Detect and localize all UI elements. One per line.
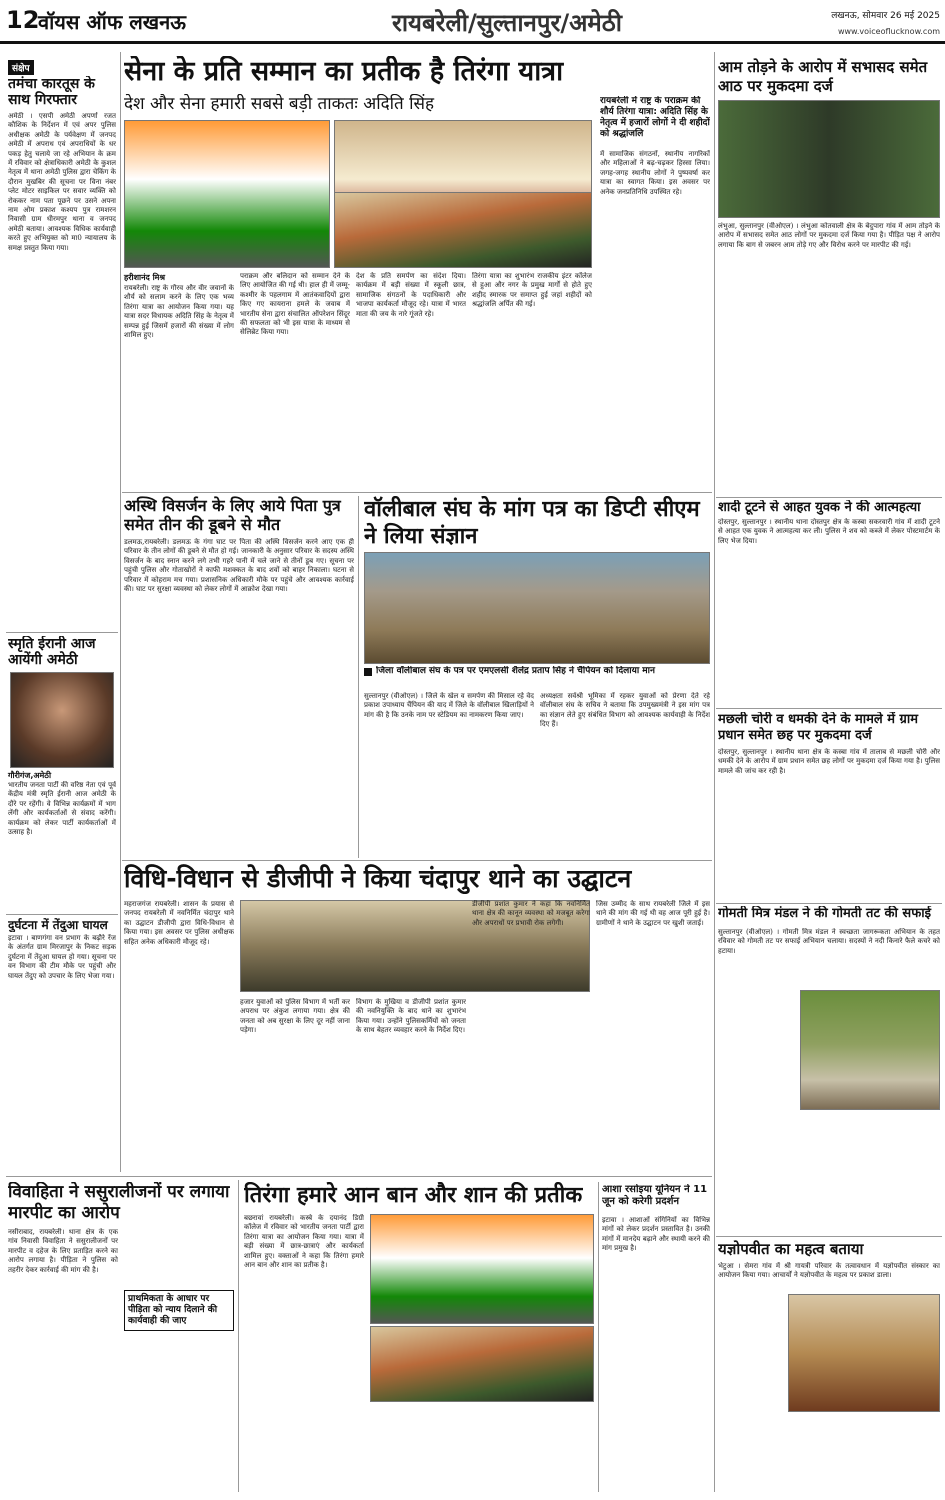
right5-body: भेटुआ । सेमरा गांव में श्री गायत्री परिवार के तत्वावधान में यज्ञोपवीत संस्कार का आयोजन किया गया। आचार्यों ने यज्ञोपवीत के महत्व पर प्रकाश डाला। <box>718 1262 940 1280</box>
tiranga-rally-photo <box>370 1214 594 1324</box>
main1-body-col5: में सामाजिक संगठनों, स्थानीय नागरिकों और महिलाओं ने बढ़-चढ़कर हिस्सा लिया। जगह-जगह स्थानीय लोगों ने पुष्पवर्षा कर यात्रा का स्वागत किया। इस अवसर पर अनेक जनप्रतिनिधि उपस्थित रहे। <box>600 150 710 196</box>
left4-body: नसीराबाद, रायबरेली। थाना क्षेत्र के एक गांव निवासी विवाहिता ने ससुरालीजनों पर मारपीट व दहेज के लिए प्रताड़ित करने का आरोप लगाया है। पीड़िता ने पुलिस को तहरीर देकर कार्रवाई की मांग की है। <box>8 1228 118 1274</box>
main1-body-col1: रायबरेली। राष्ट्र के गौरव और वीर जवानों के शौर्य को सलाम करने के लिए एक भव्य तिरंगा यात्रा का आयोजन किया गया। यह यात्रा सदर विधायक अदिति सिंह के नेतृत्व में सम्पन्न हुई जिसमें हजारों की संख्या में लोग शामिल हुए। <box>124 284 234 340</box>
main3-headline: वॉलीबाल संघ के मांग पत्र का डिप्टी सीएम ने लिया संज्ञान <box>364 497 700 549</box>
main3-body-col2: अध्यक्षता सर्वश्री भूमिका में रहकर युवाओं को प्रेरणा देते रहे वॉलीबाल संघ के सचिव ने बताया कि उपमुख्यमंत्री ने इस मांग पत्र का संज्ञान लेते हुए संबंधित विभाग को आवश्यक कार्यवाही के निर्देश दिए हैं। <box>540 692 710 729</box>
left3-headline: दुर्घटना में तेंदुआ घायल <box>8 918 108 932</box>
accused-men-photo <box>718 100 940 218</box>
right3-body: दोस्तपुर, सुल्तानपुर । स्थानीय थाना क्षेत्र के कस्बा गांव में तालाब से मछली चोरी और धमकी देने के आरोप में ग्राम प्रधान समेत छह लोगों पर मुकदमा दर्ज किया गया है। पुलिस मामले की जांच कर रही है। <box>718 748 940 775</box>
sankshep-label: संक्षेप <box>8 60 34 75</box>
main5-body: बछरावां रायबरेली। कस्बे के दयानंद डिग्री कॉलेज में रविवार को भारतीय जनता पार्टी द्वारा तिरंगा यात्रा का आयोजन किया गया। यात्रा में बड़ी संख्या में छात्र-छात्राएं और कार्यकर्ता शामिल हुए। वक्ताओं ने कहा कि तिरंगा हमारे आन बान और शान का प्रतीक है। <box>244 1214 364 1270</box>
volleyball-court-photo <box>364 552 710 664</box>
page-number: 12 <box>6 6 40 34</box>
tiranga-yatra-photo-1 <box>124 120 330 268</box>
main2-headline: अस्थि विसर्जन के लिए आये पिता पुत्र समेत तीन की डूबने से मौत <box>124 496 341 534</box>
right1-headline: आम तोड़ने के आरोप में सभासद समेत आठ पर मुकदमा दर्ज <box>718 58 928 95</box>
right2-headline: शादी टूटने से आहत युवक ने की आत्महत्या <box>718 500 921 515</box>
left2-body: भारतीय जनता पार्टी की वरिष्ठ नेता एवं पूर्व केंद्रीय मंत्री स्मृति ईरानी आज अमेठी के दौरे पर रहेंगी। वे विभिन्न कार्यक्रमों में भाग लेंगी और कार्यकर्ताओं से संवाद करेंगी। कार्यक्रम को लेकर पार्टी कार्यकर्ताओं में उत्साह है। <box>8 781 116 837</box>
issue-date: लखनऊ, सोमवार 26 मई 2025 <box>831 11 940 21</box>
yagyopavit-ceremony-photo <box>788 1294 940 1412</box>
left2-caption: गौरीगंज,अमेठी <box>8 771 52 780</box>
left1-headline: तमंचा कारतूस के साथ गिरफ्तार <box>8 76 95 108</box>
right1-body: लंभुआ, सुल्तानपुर (वीओएल) । लंभुआ कोतवाली क्षेत्र के बेदुपारा गांव में आम तोड़ने के आरोप में सभासद समेत आठ लोगों पर मुकदमा दर्ज किया गया है। पीड़ित पक्ष ने आरोप लगाया कि बाग से जबरन आम तोड़े गए और विरोध करने पर मारपीट की गई। <box>718 222 940 249</box>
left4-inset: प्राथमिकता के आधार पर पीड़िता को न्याय दिलाने की कार्यवाही की जाए <box>124 1290 234 1331</box>
website: www.voiceoflucknow.com <box>837 27 940 36</box>
left4-headline: विवाहिता ने ससुरालीजनों पर लगाया मारपीट का आरोप <box>8 1182 230 1223</box>
right4-body: सुल्तानपुर (वीओएल) । गोमती मित्र मंडल ने स्वच्छता जागरूकता अभियान के तहत रविवार को गोमती तट पर सफाई अभियान चलाया। सदस्यों ने नदी किनारे फैले कचरे को हटाया। <box>718 928 940 955</box>
right5-headline: यज्ञोपवीत का महत्व बताया <box>718 1240 864 1258</box>
left1-body: अमेठी । एसपी अमेठी अपर्णा रजत कौशिक के निर्देशन में एवं अपर पुलिस अधीक्षक अमेठी के पर्यवेक्षण में जनपद अमेठी में अपराध एवं अपराधियों के धर पकड़ हेतु चलाये जा रहे अभियान के क्रम में रविवार को क्षेत्राधिकारी अमेठी के कुशल नेतृत्व में थाना अमेठी पुलिस द्वारा चेकिंग के दौरान मुखबिर की सूचना पर विना नंबर प्लेट मोटर साइकिल पर सवार व्यक्ति को रोककर नाम पता पूछने पर उसने अपना नाम ओम प्रकाश कश्यप पुत्र रामशरन निवासी ग्राम धीरमपुर थाना व जनपद अमेठी बताया। आवश्यक विधिक कार्यवाही करते हुए अभियुक्त को मा0 न्यायालय के समक्ष प्रस्तुत किया गया। <box>8 112 116 252</box>
smriti-irani-photo <box>10 672 114 768</box>
main5-side-body: इटावा । आशाओं संगिनियों का विभिन्न मांगों को लेकर प्रदर्शन प्रस्तावित है। उनकी मांगों में मानदेय बढ़ाने और स्थायी करने की मांग प्रमुख है। <box>602 1216 710 1253</box>
main1-side-caption: रायबरेली में राष्ट्र के पराक्रम की शौर्य तिरंगा यात्रा: अदिति सिंह के नेतृत्व में हजारों लोगों ने दी शहीदों को श्रद्धांजलि <box>600 96 710 139</box>
main1-body-col3: देश के प्रति समर्पण का संदेश दिया। कार्यक्रम में बड़ी संख्या में स्कूली छात्र, सामाजिक संगठनों के पदाधिकारी और भाजपा कार्यकर्ता मौजूद रहे। यात्रा में भारत माता की जय के नारे गूंजते रहे। <box>356 272 466 318</box>
tiranga-rally-photo-2 <box>370 1326 594 1402</box>
main4-headline: विधि-विधान से डीजीपी ने किया चंदापुर थाने का उद्घाटन <box>124 864 632 893</box>
main5-side-headline: आशा रसोइया यूनियन ने 11 जून को करेगी प्रदर्शन <box>602 1184 708 1207</box>
right2-body: दोस्तपुर, सुल्तानपुर । स्थानीय थाना दोस्तपुर क्षेत्र के कस्बा सकरवारी गांव में शादी टूटने से आहत एक युवक ने आत्महत्या कर ली। पुलिस ने शव को कब्जे में लेकर पोस्टमार्टम के लिए भेज दिया। <box>718 518 940 545</box>
left3-body: इटावा । बाणगंगा वन प्रभाग के बढ़ौरे रेंज के अंतर्गत ग्राम मिरजापुर के निकट सड़क दुर्घटना में तेंदुआ घायल हो गया। सूचना पर वन विभाग की टीम मौके पर पहुंची और घायल तेंदुए को उपचार के लिए भेजा गया। <box>8 934 116 980</box>
tiranga-yatra-photo-3 <box>334 192 592 268</box>
right4-headline: गोमती मित्र मंडल ने की गोमती तट की सफाई <box>718 906 931 921</box>
main4-body-col3: विभाग के मुखिया व डीजीपी प्रशांत कुमार की नवनियुक्ति के बाद थाने का शुभारंभ किया गया। उन्होंने पुलिसकर्मियों को जनता के साथ बेहतर व्यवहार करने के निर्देश दिए। <box>356 998 466 1035</box>
main4-body-col4: डीजीपी प्रशांत कुमार ने कहा कि नवनिर्मित थाना क्षेत्र की कानून व्यवस्था को मजबूत करेगा और अपराधों पर प्रभावी रोक लगेगी। <box>472 900 590 927</box>
right4-body-extra <box>718 990 796 1234</box>
main4-body-col1: महराजगंज रायबरेली। शासन के प्रयास से जनपद रायबरेली में नवनिर्मित चंदापुर थाने का उद्घाटन डीजीपी द्वारा विधि-विधान से किया गया। इस अवसर पर पुलिस अधीक्षक सहित अनेक अधिकारी मौजूद रहे। <box>124 900 234 946</box>
main4-body-col2: हजार युवाओं को पुलिस विभाग में भर्ती कर अपराध पर अंकुश लगाया गया। क्षेत्र की जनता को अब सुरक्षा के लिए दूर नहीं जाना पड़ेगा। <box>240 998 350 1035</box>
paper-name: वॉयस ऑफ लखनऊ <box>38 10 186 34</box>
main1-body-col4: तिरंगा यात्रा का शुभारंभ राजकीय इंटर कॉलेज से हुआ और नगर के प्रमुख मार्गों से होते हुए शहीद स्मारक पर समाप्त हुई जहां शहीदों को श्रद्धांजलि अर्पित की गई। <box>472 272 592 309</box>
gomti-cleaning-photo <box>800 990 940 1110</box>
main3-body-col1: सुल्तानपुर (वीओएल) । जिले के खेल व समर्पण की मिसाल रहे वेद प्रकाश उपाध्याय चैंपियन की याद में जिले के वॉलीबाल खिलाड़ियों ने मांग की है कि उनके नाम पर स्टेडियम का नामकरण किया जाए। <box>364 692 534 719</box>
main1-body-col2: पराक्रम और बलिदान को सम्मान देने के लिए आयोजित की गई थी। हाल ही में जम्मू-कश्मीर के पहलगाम में आतंकवादियों द्वारा किए गए कायराना हमले के जवाब में भारतीय सेना द्वारा संचालित ऑपरेशन सिंदूर की सफलता को भी इस यात्रा के माध्यम से सेलिब्रेट किया गया। <box>240 272 350 337</box>
main2-body: डलमऊ,रायबरेली। डलमऊ के गंगा घाट पर पिता की अस्थि विसर्जन करने आए एक ही परिवार के तीन लोगों की डूबने से मौत हो गई। जानकारी के अनुसार परिवार के सदस्य अस्थि विसर्जन के बाद स्नान करने लगे तभी गहरे पानी में चले जाने से तीनों डूब गए। सूचना पर पहुंची पुलिस और गोताखोरों ने काफी मशक्कत के बाद शवों को बाहर निकाला। घटना से परिवार में कोहराम मच गया। प्रशासनिक अधिकारी मौके पर पहुंचे और आवश्यक कार्रवाई की। घाट पर सुरक्षा व्यवस्था को लेकर लोगों में आक्रोश देखा गया। <box>124 538 354 594</box>
main1-byline: हरीशानंद मिश्र <box>124 273 166 282</box>
left2-headline: स्मृति ईरानी आज आयेंगी अमेठी <box>8 636 96 668</box>
main1-subhead: देश और सेना हमारी सबसे बड़ी ताकतः अदिति सिंह <box>124 94 435 114</box>
main1-headline: सेना के प्रति सम्मान का प्रतीक है तिरंगा यात्रा <box>124 56 564 87</box>
region-title: रायबरेली/सुल्तानपुर/अमेठी <box>392 9 622 37</box>
main4-body-col5: जिस उम्मीद के साथ रायबरेली जिले में इस थाने की मांग की गई थी वह आज पूरी हुई है। ग्रामीणों ने थाने के उद्घाटन पर खुशी जताई। <box>596 900 710 927</box>
main3-caption: जिला वॉलीबाल संघ के पत्र पर एमएलसी शैलेंद्र प्रताप सिंह ने चैंपियन को दिलाया मान <box>376 666 655 676</box>
main5-headline: तिरंगा हमारे आन बान और शान की प्रतीक <box>244 1183 583 1208</box>
right3-headline: मछली चोरी व धमकी देने के मामले में ग्राम प्रधान समेत छह पर मुकदमा दर्ज <box>718 712 919 743</box>
